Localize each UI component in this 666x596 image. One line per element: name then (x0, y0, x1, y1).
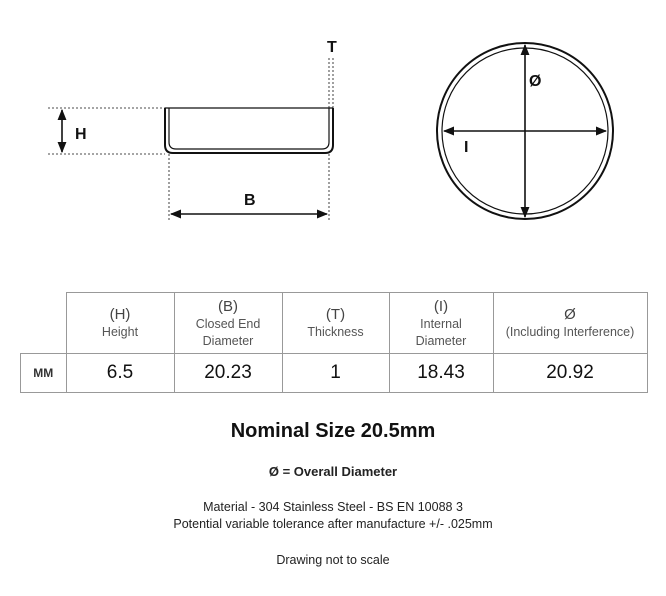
header-label: Height (101, 325, 139, 339)
spec-table (20, 292, 648, 393)
value-overall-diameter: 20.92 (493, 354, 647, 393)
header-symbol: (T) (325, 306, 346, 323)
header-label: Thickness (307, 325, 364, 339)
header-overall-diameter (493, 293, 647, 354)
nominal-size-title: Nominal Size 20.5mm (230, 420, 436, 442)
spec-header-row (21, 293, 648, 354)
technical-drawing (0, 0, 666, 280)
header-thickness (282, 293, 389, 354)
header-internal-diameter (389, 293, 493, 354)
cap-inner-profile (169, 108, 329, 149)
header-label: Internal Diameter (415, 316, 467, 348)
spec-value-row (21, 354, 648, 393)
header-closed-end-diameter (174, 293, 282, 354)
cap-side-view (48, 39, 337, 222)
material-note: Material - 304 Stainless Steel - BS EN 10088 3 (203, 500, 463, 514)
header-symbol: (B) (218, 297, 238, 315)
header-symbol: (H) (109, 306, 131, 323)
internal-label: I (464, 139, 469, 156)
thickness-label: T (327, 39, 337, 56)
base-label: B (244, 192, 256, 209)
value-internal-diameter: 18.43 (389, 354, 493, 393)
header-label: (Including Interference) (505, 325, 635, 339)
header-symbol: (I) (433, 297, 449, 315)
header-label: Closed End Diameter (195, 316, 261, 348)
height-label: H (75, 126, 87, 143)
tolerance-note: Potential variable tolerance after manufacture +/- .025mm (173, 517, 493, 531)
value-thickness: 1 (282, 354, 389, 393)
value-closed-end-diameter: 20.23 (174, 354, 282, 393)
diameter-label: Ø (529, 73, 542, 90)
legend-note: Ø = Overall Diameter (268, 464, 398, 479)
scale-note: Drawing not to scale (276, 553, 390, 567)
header-symbol: Ø (564, 306, 576, 323)
header-height (66, 293, 174, 354)
cap-top-view (437, 43, 613, 219)
unit-cell: MM (21, 354, 67, 393)
value-height: 6.5 (66, 354, 174, 393)
cap-outer-profile (165, 108, 333, 153)
table-corner (21, 293, 67, 354)
